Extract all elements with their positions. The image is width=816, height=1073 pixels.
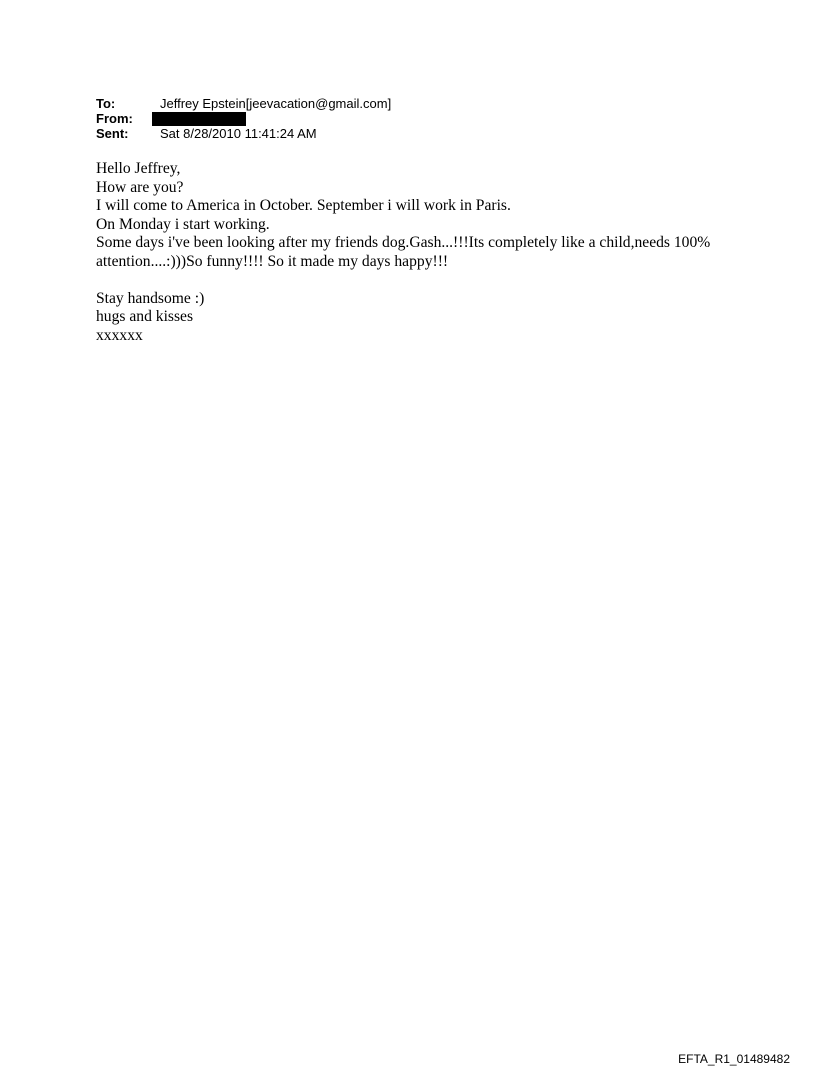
sent-value: Sat 8/28/2010 11:41:24 AM <box>160 126 317 141</box>
closing-line: hugs and kisses <box>96 308 194 325</box>
from-label: From: <box>96 111 133 126</box>
body-line: On Monday i start working. <box>96 215 270 233</box>
from-row <box>96 111 391 126</box>
email-header <box>96 96 391 141</box>
closing-line: Stay handsome :) <box>96 289 205 307</box>
body-line: I will come to America in October. September i will work in Paris. <box>96 197 511 214</box>
body-line: How are you? <box>96 178 184 196</box>
to-label: To: <box>96 96 116 111</box>
body-paragraph: Some days i've been looking after my friends dog.Gash...!!!Its completely like a child,needs 100% attention....:)))So funny!!!! So it made my days happy!!! <box>96 234 711 270</box>
greeting-line: Hello Jeffrey, <box>96 160 181 177</box>
sent-label: Sent: <box>96 126 129 141</box>
to-value: Jeffrey Epstein[jeevacation@gmail.com] <box>160 96 392 111</box>
to-row <box>96 96 391 111</box>
sent-row <box>96 126 391 141</box>
email-body <box>96 160 796 345</box>
signoff-line: xxxxxx <box>96 326 143 344</box>
paragraph-spacer <box>96 271 796 290</box>
from-redaction-box <box>152 112 246 126</box>
document-id: EFTA_R1_01489482 <box>678 1052 790 1066</box>
